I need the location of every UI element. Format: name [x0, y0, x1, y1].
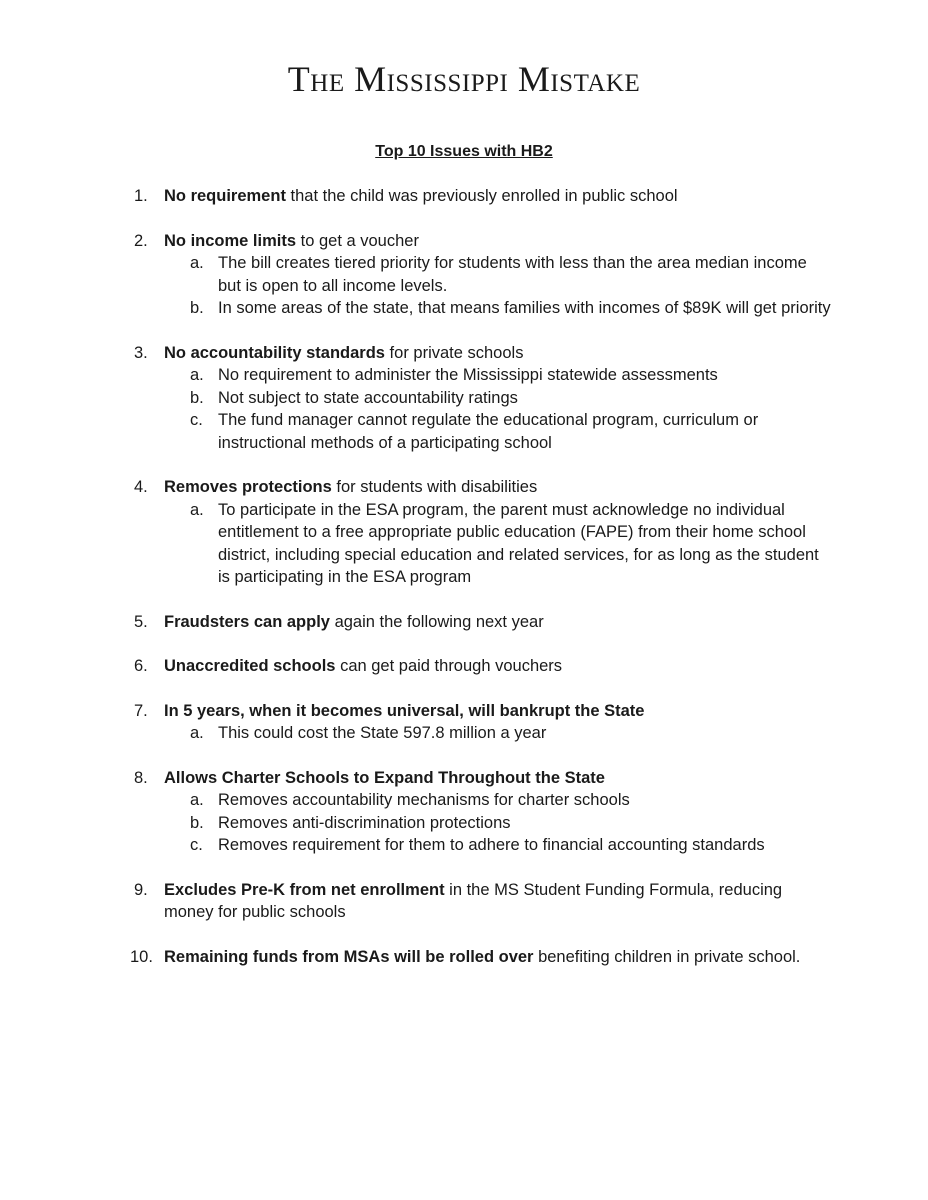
sub-text: No requirement to administer the Mississippi statewide assessments [218, 366, 718, 384]
sub-item [164, 297, 834, 320]
sub-list [164, 789, 834, 857]
sub-item [164, 409, 834, 454]
issue-text: to get a voucher [296, 231, 419, 250]
issue-lead: No accountability standards [164, 343, 385, 362]
sub-item [164, 364, 834, 387]
issue-text: for private schools [384, 343, 524, 362]
issue-lead: Unaccredited schools [164, 657, 336, 675]
issue-text: for students with disabilities [331, 478, 538, 496]
sub-letter: a. [190, 500, 204, 519]
sub-letter: a. [190, 254, 204, 272]
sub-item [164, 812, 834, 835]
sub-item [164, 834, 834, 857]
issue-number: 3. [134, 343, 148, 362]
issue-lead: Removes protections [164, 478, 332, 496]
issue-item-4 [134, 476, 834, 589]
sub-item [164, 789, 834, 812]
issue-number: 1. [134, 187, 148, 205]
page-title: The Mississippi Mistake [287, 59, 641, 99]
issue-item-6 [134, 655, 834, 678]
issue-lead: Remaining funds from MSAs will be rolled over [164, 947, 534, 966]
sub-item [164, 252, 834, 297]
sub-text: Removes accountability mechanisms for charter schools [218, 791, 630, 809]
sub-letter: b. [190, 299, 204, 317]
sub-list [164, 499, 834, 589]
issue-text: again the following next year [329, 612, 544, 631]
sub-item [164, 387, 834, 410]
issue-item-5 [134, 611, 834, 634]
issue-item-2 [134, 230, 834, 320]
sub-text: In some areas of the state, that means families with incomes of $89K will get priority [218, 299, 831, 317]
sub-list [164, 252, 834, 320]
sub-letter: c. [190, 411, 203, 429]
issue-text: that the child was previously enrolled in public school [285, 187, 678, 205]
sub-text: Not subject to state accountability ratings [218, 388, 518, 407]
issue-text: benefiting children in private school. [533, 947, 801, 966]
sub-list [164, 364, 834, 454]
issue-lead: No requirement [164, 187, 286, 205]
document-subtitle: Top 10 Issues with HB2 [375, 143, 553, 160]
sub-text: Removes anti-discrimination protections [218, 813, 511, 832]
sub-letter: b. [190, 813, 204, 832]
issue-number: 5. [134, 612, 148, 631]
issue-number: 8. [134, 768, 148, 787]
sub-letter: b. [190, 388, 204, 407]
issue-item-10 [130, 946, 834, 969]
issue-lead: No income limits [164, 231, 297, 250]
issue-number: 10. [130, 947, 153, 966]
issue-number: 9. [134, 880, 148, 899]
issue-lead: In 5 years, when it becomes universal, will bankrupt the State [164, 701, 645, 720]
sub-text: The bill creates tiered priority for students with less than the area median income but is open to all income levels. [218, 254, 807, 295]
sub-item [164, 499, 834, 589]
sub-list [164, 722, 834, 745]
issue-item-1 [134, 185, 834, 208]
issue-lead: Fraudsters can apply [164, 612, 330, 631]
sub-text: Removes requirement for them to adhere to financial accounting standards [218, 836, 765, 854]
issue-item-8 [134, 767, 834, 857]
issue-lead: Allows Charter Schools to Expand Throughout the State [164, 768, 605, 787]
issue-item-9 [134, 879, 834, 924]
sub-text: To participate in the ESA program, the parent must acknowledge no individual entitlement to a free appropriate public education (FAPE) from their home school district, including special education and related services, for as long as the student is participating in the ESA program [218, 500, 819, 586]
issue-item-3 [134, 342, 834, 455]
sub-letter: a. [190, 366, 204, 384]
sub-letter: a. [190, 724, 204, 742]
issue-number: 6. [134, 657, 148, 675]
issues-list [130, 185, 834, 990]
issue-lead: Excludes Pre-K from net enrollment [164, 880, 445, 899]
sub-letter: c. [190, 836, 203, 854]
sub-text: The fund manager cannot regulate the educational program, curriculum or instructional methods of a participating school [218, 411, 759, 452]
issue-text: can get paid through vouchers [335, 657, 563, 675]
issue-number: 2. [134, 231, 148, 250]
sub-letter: a. [190, 791, 204, 809]
issue-number: 4. [134, 478, 148, 496]
issue-number: 7. [134, 701, 148, 720]
issue-item-7 [134, 700, 834, 745]
sub-item [164, 722, 834, 745]
sub-text: This could cost the State 597.8 million a year [218, 724, 547, 742]
issue-text: in the MS Student Funding Formula, reducing money for public schools [164, 880, 783, 921]
